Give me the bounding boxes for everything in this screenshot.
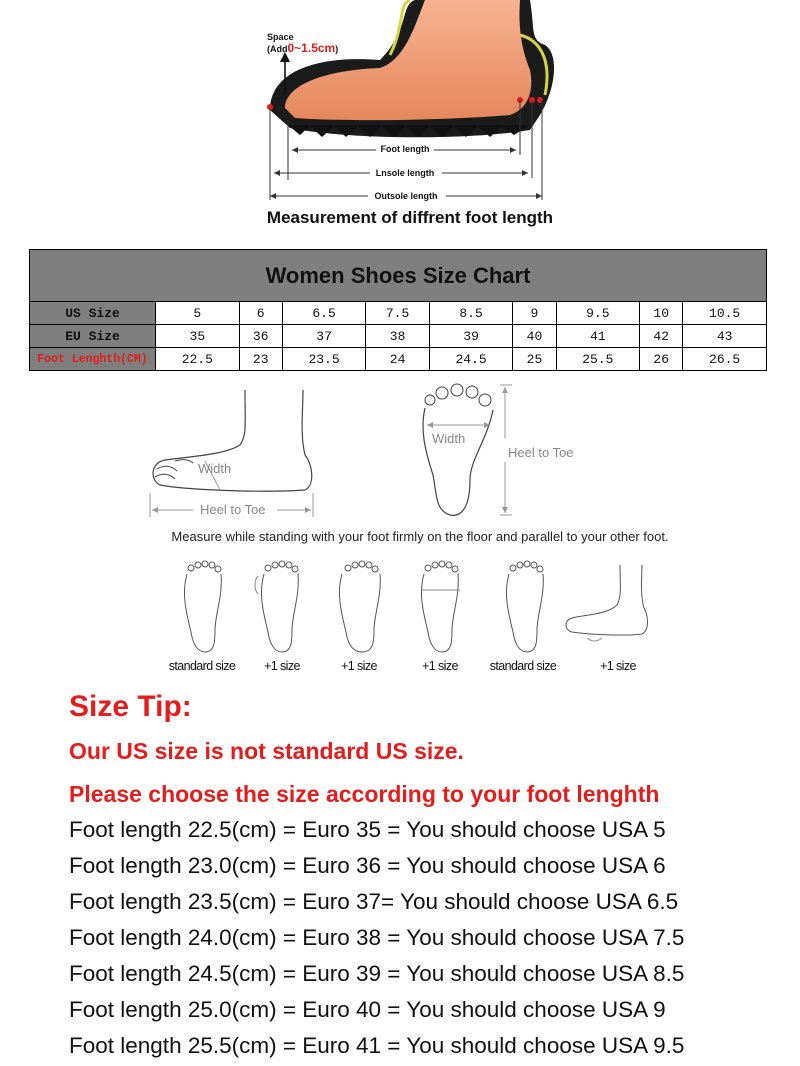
footprint-standard bbox=[173, 560, 243, 655]
row-label: Foot Lenghth(CM) bbox=[30, 348, 156, 371]
size-chart-table bbox=[29, 249, 767, 371]
table-cell: 23.5 bbox=[282, 348, 366, 371]
table-cell: 36 bbox=[239, 325, 282, 348]
foot-length-label: Foot length bbox=[380, 144, 430, 154]
side-foot-diagram bbox=[145, 385, 320, 520]
footprint-plus1-c bbox=[410, 560, 480, 655]
size-tip-title: Size Tip: bbox=[69, 690, 192, 723]
table-row-us bbox=[30, 302, 767, 325]
footprint-label: +1 size bbox=[600, 659, 636, 673]
size-mapping-line: Foot length 24.0(cm) = Euro 38 = You should choose USA 7.5 bbox=[69, 925, 685, 950]
table-cell: 41 bbox=[556, 325, 640, 348]
table-cell: 40 bbox=[513, 325, 556, 348]
size-mapping-line: Foot length 25.0(cm) = Euro 40 = You should choose USA 9 bbox=[69, 997, 666, 1022]
table-cell: 9 bbox=[513, 302, 556, 325]
table-cell: 22.5 bbox=[156, 348, 240, 371]
size-mapping-line: Foot length 25.5(cm) = Euro 41 = You should choose USA 9.5 bbox=[69, 1033, 685, 1058]
heel-to-toe-label: Heel to Toe bbox=[200, 502, 266, 517]
size-tip-line1: Our US size is not standard US size. bbox=[69, 738, 464, 764]
table-cell: 24.5 bbox=[429, 348, 513, 371]
size-tip-line2: Please choose the size according to your foot lenghth bbox=[69, 781, 660, 807]
foot-measurement-diagram bbox=[230, 0, 590, 240]
measure-instruction: Measure while standing with your foot firmly on the floor and parallel to your other foot. bbox=[171, 529, 669, 544]
size-mapping-line: Foot length 23.5(cm) = Euro 37= You should choose USA 6.5 bbox=[69, 889, 679, 914]
table-cell: 38 bbox=[366, 325, 429, 348]
footprint-plus1-b bbox=[330, 560, 400, 655]
table-cell: 42 bbox=[640, 325, 683, 348]
table-cell: 9.5 bbox=[556, 302, 640, 325]
sole-foot-diagram bbox=[415, 380, 595, 520]
svg-text:(Add0~1.5cm) bbox=[267, 41, 338, 55]
footprint-side-plus1 bbox=[562, 560, 652, 655]
row-label: EU Size bbox=[30, 325, 156, 348]
table-cell: 5 bbox=[156, 302, 240, 325]
table-cell: 25 bbox=[513, 348, 556, 371]
footprint-label: +1 size bbox=[341, 659, 377, 673]
space-range: 0~1.5cm bbox=[287, 41, 336, 55]
table-cell: 43 bbox=[683, 325, 767, 348]
size-mapping-line: Foot length 24.5(cm) = Euro 39 = You should choose USA 8.5 bbox=[69, 961, 685, 986]
outsole-length-label: Outsole length bbox=[374, 191, 438, 201]
table-cell: 25.5 bbox=[556, 348, 640, 371]
table-row-foot-length bbox=[30, 348, 767, 371]
heel-to-toe-label-sole: Heel to Toe bbox=[508, 445, 574, 460]
row-label: US Size bbox=[30, 302, 156, 325]
size-chart-title: Women Shoes Size Chart bbox=[30, 250, 767, 302]
table-cell: 6 bbox=[239, 302, 282, 325]
table-cell: 7.5 bbox=[366, 302, 429, 325]
space-label: Space bbox=[267, 32, 294, 42]
table-cell: 37 bbox=[282, 325, 366, 348]
table-cell: 24 bbox=[366, 348, 429, 371]
footprint-label: standard size bbox=[168, 659, 236, 673]
table-cell: 10 bbox=[640, 302, 683, 325]
width-label-sole: Width bbox=[432, 431, 466, 446]
insole-length-label: Lnsole length bbox=[375, 168, 435, 178]
diagram-caption: Measurement of diffrent foot length bbox=[266, 208, 554, 227]
space-add: (Add bbox=[267, 44, 288, 54]
footprint-standard-b bbox=[495, 560, 565, 655]
table-cell: 35 bbox=[156, 325, 240, 348]
table-cell: 39 bbox=[429, 325, 513, 348]
footprint-plus1-a bbox=[250, 560, 320, 655]
size-mapping-line: Foot length 23.0(cm) = Euro 36 = You should choose USA 6 bbox=[69, 853, 666, 878]
table-cell: 26.5 bbox=[683, 348, 767, 371]
table-cell: 23 bbox=[239, 348, 282, 371]
table-row-eu bbox=[30, 325, 767, 348]
space-close: ) bbox=[335, 44, 339, 54]
footprint-label: standard size bbox=[489, 659, 557, 673]
table-cell: 26 bbox=[640, 348, 683, 371]
table-cell: 10.5 bbox=[683, 302, 767, 325]
footprint-label: +1 size bbox=[422, 659, 458, 673]
table-cell: 8.5 bbox=[429, 302, 513, 325]
size-mapping-line: Foot length 22.5(cm) = Euro 35 = You should choose USA 5 bbox=[69, 817, 666, 842]
footprint-label: +1 size bbox=[264, 659, 300, 673]
width-label: Width bbox=[198, 461, 232, 476]
table-cell: 6.5 bbox=[282, 302, 366, 325]
